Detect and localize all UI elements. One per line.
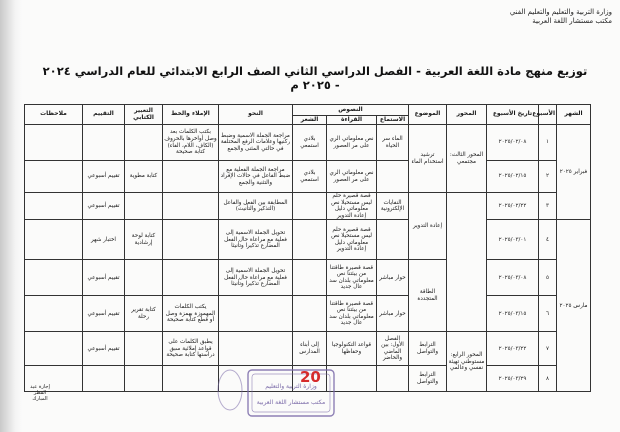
- table-row: [25, 220, 591, 260]
- curriculum-table: [24, 104, 591, 392]
- topic-cell: ترشيد استخدام الماء: [409, 125, 447, 193]
- grammar-cell: [219, 296, 293, 332]
- reading-cell: قصة قصيرة حلم ليس مستحيلا نص معلوماتي دليل إعادة التدوير: [327, 193, 377, 220]
- reading-cell: قصة قصيرة طاقتنا من بيئتنا نص معلوماتي بلدان سد عال جديد: [327, 260, 377, 296]
- axis-cell: [447, 193, 487, 332]
- stamp-line-1: وزارة التربية والتعليم: [265, 383, 317, 390]
- office-line: مكتب مستشار اللغة العربية: [532, 17, 612, 25]
- spelling-cell: [163, 220, 219, 260]
- assessment-cell: تقييم أسبوعي: [83, 193, 125, 220]
- office-stamp: [218, 364, 354, 422]
- writing-cell: كتابة تقرير رحلة: [125, 296, 163, 332]
- grammar-cell: تحويل الجملة الاسمية إلى فعلية مع مراعاة حال الفعل المضارع تذكيرا وتأنيثا: [219, 260, 293, 296]
- assessment-cell: تقييم أسبوعي: [83, 260, 125, 296]
- week-cell: ٤: [539, 220, 557, 260]
- page-number: 20: [300, 368, 321, 386]
- topic-cell: إعادة التدوير: [409, 193, 447, 260]
- date-cell: ٢٠٢٥/٠٢/١٥: [487, 161, 539, 193]
- reading-cell: نص معلوماتي الري على مر العصور: [327, 161, 377, 193]
- table-row: [25, 332, 591, 366]
- table-row: [25, 125, 591, 161]
- topic-cell: الترابط والتواصل: [409, 332, 447, 366]
- listening-cell: الماء سر الحياة: [377, 125, 409, 161]
- header-row: [25, 105, 591, 116]
- grammar-cell: مراجعة الجملة الاسمية وضبط ركنيها وعلامات الرفع المختلفة في حالتي المثنى والجمع: [219, 125, 293, 161]
- col-month: الشهر: [557, 105, 591, 125]
- ministry-header: [510, 8, 612, 26]
- week-cell: ٥: [539, 260, 557, 296]
- col-spelling: الإملاء والخط: [163, 105, 219, 125]
- grammar-cell: تحويل الجملة الاسمية إلى فعلية مع مراعاة حال الفعل المضارع تذكيرا وتأنيثا: [219, 220, 293, 260]
- date-cell: ٢٠٢٥/٠٢/٠٨: [487, 125, 539, 161]
- col-assessment: التقييم: [83, 105, 125, 125]
- spelling-cell: [163, 260, 219, 296]
- writing-cell: كتابة لوحة إرشادية: [125, 220, 163, 260]
- writing-cell: [125, 260, 163, 296]
- date-cell: ٢٠٢٥/٠٣/١٥: [487, 296, 539, 332]
- poetry-cell: [293, 260, 327, 296]
- grammar-cell: [219, 332, 293, 366]
- spelling-cell: [163, 161, 219, 193]
- date-cell: ٢٠٢٥/٠٣/٢٢: [487, 332, 539, 366]
- page-title: توزيع منهج مادة اللغة العربية - الفصل الدراسي الثاني الصف الرابع الابتدائي للعام الدراسي ٢٠٢٤ - ٢٠٢٥ م: [42, 64, 588, 92]
- assessment-cell: تقييم أسبوعي: [83, 161, 125, 193]
- col-writing: التعبير الكتابي: [125, 105, 163, 125]
- spelling-cell: [163, 193, 219, 220]
- grammar-cell: المطابقة بين الفعل والفاعل (التذكير والتأنيث): [219, 193, 293, 220]
- scan-edge: [0, 0, 22, 432]
- listening-cell: النفايات الإلكترونية: [377, 193, 409, 220]
- assessment-cell: اختبار شهر: [83, 220, 125, 260]
- col-week-date: تاريخ الأسبوع: [487, 105, 539, 125]
- grammar-cell: مراجعة الجملة الفعلية مع ضبط الفاعل في حالات الإفراد والتثنية والجمع: [219, 161, 293, 193]
- notes-cell: [25, 193, 83, 220]
- table-row: [25, 260, 591, 296]
- assessment-cell: تقييم أسبوعي: [83, 332, 125, 366]
- listening-cell: [377, 220, 409, 260]
- poetry-cell: [293, 193, 327, 220]
- month-cell: فبراير ٢٠٢٥: [557, 125, 591, 220]
- col-axis: المحور: [447, 105, 487, 125]
- notes-cell: [25, 125, 83, 161]
- week-cell: ٢: [539, 161, 557, 193]
- reading-cell: قصة قصيرة حلم ليس مستحيلا نص معلوماتي دليل إعادة التدوير: [327, 220, 377, 260]
- writing-cell: [125, 366, 163, 392]
- notes-cell: [25, 296, 83, 332]
- poetry-cell: بلادي استمعي: [293, 125, 327, 161]
- listening-cell: حوار مباشر: [377, 296, 409, 332]
- writing-cell: [125, 332, 163, 366]
- month-cell: مارس ٢٠٢٥: [557, 220, 591, 392]
- eid-holiday-note: إجازة عيد الفطر المبارك: [30, 384, 50, 402]
- spelling-cell: [163, 366, 219, 392]
- table-row: [25, 161, 591, 193]
- writing-cell: كتابة مطوية: [125, 161, 163, 193]
- ministry-line: وزارة التربية والتعليم والتعليم الفني: [509, 8, 612, 16]
- assessment-cell: [83, 125, 125, 161]
- writing-cell: [125, 193, 163, 220]
- week-cell: ١: [539, 125, 557, 161]
- spelling-cell: يطبق الكلمات على قواعد إملائية سبق دراستها كتابة صحيحة: [163, 332, 219, 366]
- week-cell: ٦: [539, 296, 557, 332]
- assessment-cell: [83, 366, 125, 392]
- axis-cell: المحور الثالث: مجتمعي: [447, 125, 487, 193]
- date-cell: ٢٠٢٥/٠٣/٠٨: [487, 260, 539, 296]
- col-poetry: الشعر: [293, 116, 327, 125]
- col-texts: النصوص: [293, 105, 409, 116]
- axis-cell: المحور الرابع: مستوطني تهيئة نفسي وعالمي: [447, 332, 487, 392]
- writing-cell: [125, 125, 163, 161]
- poetry-cell: بلادي استمعي: [293, 161, 327, 193]
- listening-cell: الفصل الأول: بين الماضي والحاضر: [377, 332, 409, 366]
- week-cell: ٨: [539, 366, 557, 392]
- week-cell: ٣: [539, 193, 557, 220]
- date-cell: ٢٠٢٥/٠٣/٢٩: [487, 366, 539, 392]
- poetry-cell: إلى أبناء المدارس: [293, 332, 327, 366]
- col-listening: الاستماع: [377, 116, 409, 125]
- reading-cell: قواعد التكنولوجيا وحفاظها: [327, 332, 377, 366]
- date-cell: ٢٠٢٥/٠٣/٠١: [487, 220, 539, 260]
- notes-cell: [25, 161, 83, 193]
- listening-cell: [377, 366, 409, 392]
- col-reading: القراءة: [327, 116, 377, 125]
- week-cell: ٧: [539, 332, 557, 366]
- col-notes: ملاحظات: [25, 105, 83, 125]
- col-grammar: النحو: [219, 105, 293, 125]
- assessment-cell: تقييم أسبوعي: [83, 296, 125, 332]
- col-week: الأسبوع: [539, 105, 557, 125]
- poetry-cell: [293, 296, 327, 332]
- table-row: [25, 193, 591, 220]
- poetry-cell: [293, 220, 327, 260]
- date-cell: ٢٠٢٥/٠٢/٢٢: [487, 193, 539, 220]
- topic-cell: الطاقة المتجددة: [409, 260, 447, 332]
- reading-cell: نص معلوماتي الري على مر العصور: [327, 125, 377, 161]
- spelling-cell: بكتب الكلمات بعد وصل أواخرها بالحروف (الكاف، اللام، الفاء) كتابة صحيحة: [163, 125, 219, 161]
- col-topic: الموضوع: [409, 105, 447, 125]
- notes-cell: [25, 260, 83, 296]
- notes-cell: [25, 332, 83, 366]
- spelling-cell: يكتب الكلمات المهموزة بهمزة وصل أو قطع كتابة صحيحة: [163, 296, 219, 332]
- reading-cell: قصة قصيرة طاقتنا من بيئتنا نص معلوماتي بلدان سد عال جديد: [327, 296, 377, 332]
- topic-cell: الترابط والتواصل: [409, 366, 447, 392]
- notes-cell: [25, 220, 83, 260]
- table-row: [25, 296, 591, 332]
- listening-cell: حوار مباشر: [377, 260, 409, 296]
- stamp-line-2: مكتب مستشار اللغة العربية: [256, 399, 326, 406]
- listening-cell: [377, 161, 409, 193]
